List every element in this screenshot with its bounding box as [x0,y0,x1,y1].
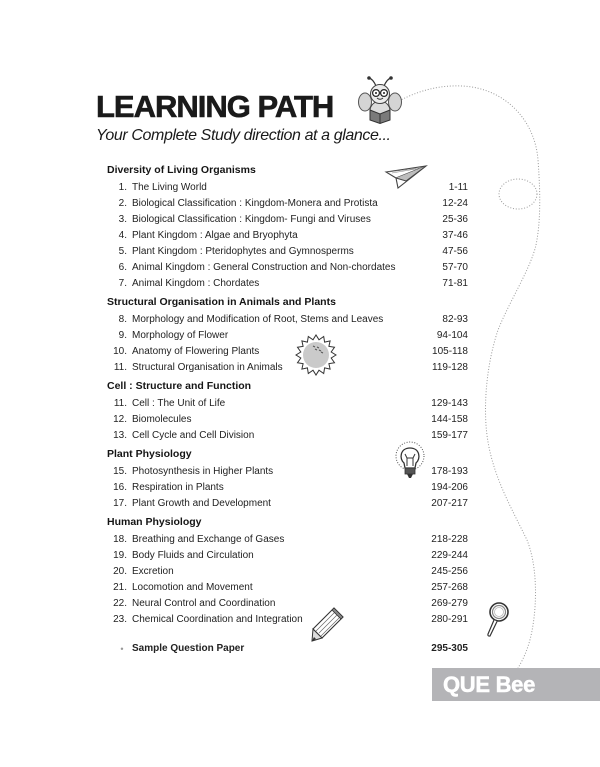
chapter-pages: 269-279 [431,598,468,609]
page-subtitle: Your Complete Study direction at a glance... [96,127,391,144]
chapter-row [0,580,600,596]
table-of-contents [0,160,600,657]
chapter-number: 6. [118,262,127,273]
chapter-row [0,480,600,496]
chapter-row [0,196,600,212]
chapter-pages: 159-177 [431,430,468,441]
bullet-icon: • [120,644,124,654]
chapter-pages: 47-56 [442,246,468,257]
chapter-title: Structural Organisation in Animals [132,362,283,373]
chapter-pages: 229-244 [431,550,468,561]
chapter-row [0,412,600,428]
chapter-title: Body Fluids and Circulation [132,550,254,561]
bee-mascot-icon [358,74,402,124]
chapter-number: 19. [113,550,127,561]
chapter-pages: 129-143 [431,398,468,409]
chapter-number: 10. [113,346,127,357]
chapter-row [0,312,600,328]
chapter-row [0,496,600,512]
chapter-number: 11. [113,362,127,373]
sample-paper-row [0,641,600,657]
chapter-row [0,180,600,196]
section-heading: Structural Organisation in Animals and Plants [107,296,336,308]
chapter-number: 15. [113,466,127,477]
chapter-number: 12. [113,414,127,425]
chapter-title: Breathing and Exchange of Gases [132,534,285,545]
chapter-title: Plant Growth and Development [132,498,271,509]
chapter-pages: 207-217 [431,498,468,509]
chapter-title: Cell Cycle and Cell Division [132,430,255,441]
chapter-pages: 218-228 [431,534,468,545]
chapter-number: 3. [118,214,127,225]
chapter-row [0,428,600,444]
chapter-pages: 119-128 [432,362,468,373]
chapter-number: 7. [118,278,127,289]
section-heading: Diversity of Living Organisms [107,164,256,176]
sample-paper-title: Sample Question Paper [132,643,245,654]
chapter-title: Morphology and Modification of Root, Stems and Leaves [132,314,384,325]
pencil-icon [310,606,344,642]
chapter-title: Plant Kingdom : Algae and Bryophyta [132,230,298,241]
chapter-pages: 105-118 [432,346,468,357]
chapter-number: 5. [118,246,127,257]
section-plant-physiology [0,444,600,512]
chapter-pages: 71-81 [442,278,468,289]
chapter-title: Chemical Coordination and Integration [132,614,303,625]
section-heading: Human Physiology [107,516,202,528]
chapter-pages: 57-70 [442,262,468,273]
chapter-title: The Living World [132,182,207,193]
chapter-title: Biological Classification : Kingdom-Monera and Protista [132,198,378,209]
chapter-number: 11. [113,398,127,409]
chapter-row [0,244,600,260]
chapter-pages: 257-268 [431,582,468,593]
chapter-pages: 1-11 [448,182,468,193]
chapter-number: 18. [113,534,127,545]
chapter-title: Locomotion and Movement [132,582,253,593]
page-title: LEARNING PATH [96,89,334,124]
chapter-title: Biomolecules [132,414,192,425]
chapter-row [0,212,600,228]
brand-banner [432,668,600,701]
chapter-pages: 12-24 [442,198,468,209]
chapter-title: Animal Kingdom : Chordates [132,278,260,289]
chapter-title: Morphology of Flower [132,330,229,341]
chapter-row [0,548,600,564]
chapter-row [0,596,600,612]
chapter-number: 13. [113,430,127,441]
sun-burst-icon [294,333,338,377]
light-bulb-icon [394,440,426,482]
chapter-row [0,464,600,480]
chapter-title: Plant Kingdom : Pteridophytes and Gymnosperms [132,246,354,257]
chapter-pages: 94-104 [436,330,468,341]
chapter-title: Respiration in Plants [132,482,224,493]
chapter-number: 4. [118,230,127,241]
section-cell [0,376,600,444]
section-heading: Plant Physiology [107,448,192,460]
chapter-pages: 144-158 [431,414,468,425]
chapter-number: 21. [113,582,127,593]
chapter-pages: 37-46 [442,230,468,241]
chapter-title: Excretion [132,566,174,577]
chapter-number: 23. [113,614,127,625]
chapter-number: 20. [113,566,127,577]
chapter-row [0,228,600,244]
chapter-pages: 194-206 [431,482,468,493]
chapter-title: Cell : The Unit of Life [132,398,226,409]
section-human-physiology [0,512,600,628]
chapter-pages: 245-256 [431,566,468,577]
chapter-row [0,532,600,548]
chapter-number: 9. [118,330,127,341]
chapter-number: 17. [113,498,127,509]
sample-paper-pages: 295-305 [431,643,468,654]
chapter-number: 8. [118,314,127,325]
chapter-pages: 280-291 [431,614,468,625]
chapter-title: Photosynthesis in Higher Plants [132,466,274,477]
chapter-title: Animal Kingdom : General Construction and Non-chordates [132,262,396,273]
chapter-title: Biological Classification : Kingdom- Fungi and Viruses [132,214,371,225]
chapter-row [0,612,600,628]
chapter-pages: 178-193 [431,466,468,477]
section-diversity [0,160,600,292]
chapter-pages: 82-93 [442,314,468,325]
chapter-row [0,396,600,412]
chapter-pages: 25-36 [442,214,468,225]
chapter-number: 16. [113,482,127,493]
section-heading: Cell : Structure and Function [107,380,252,392]
chapter-row [0,260,600,276]
chapter-number: 2. [118,198,127,209]
magnifier-icon [484,601,510,639]
brand-label: QUE Bee [443,672,536,697]
chapter-title: Neural Control and Coordination [132,598,276,609]
chapter-row [0,564,600,580]
chapter-number: 1. [118,182,127,193]
chapter-number: 22. [113,598,127,609]
chapter-title: Anatomy of Flowering Plants [132,346,260,357]
chapter-row [0,276,600,292]
